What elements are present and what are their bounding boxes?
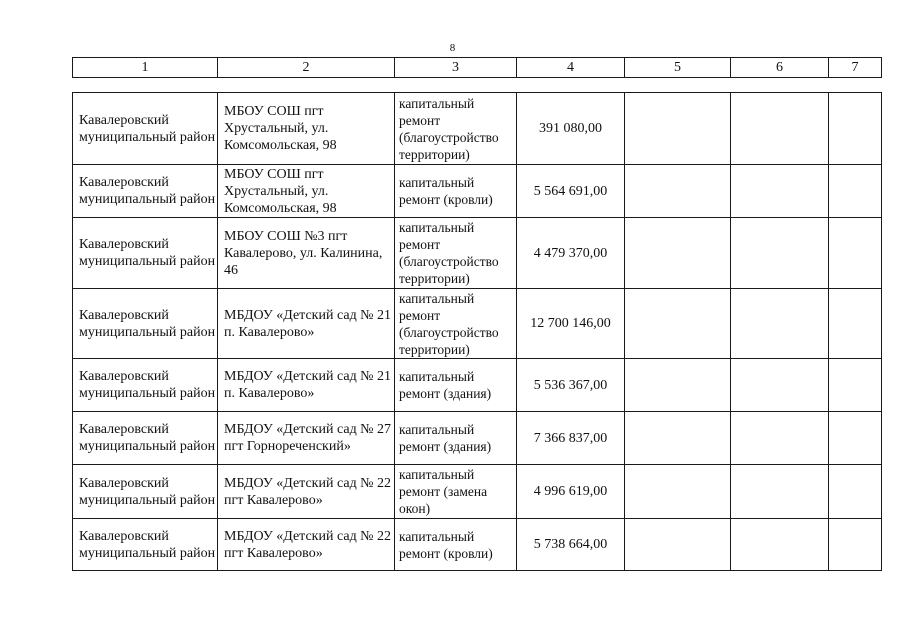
amount-cell: 4 479 370,00 [517,218,625,289]
header-cell-5: 5 [625,58,731,78]
col6-cell [731,519,829,571]
municipality-cell: Кавалеровский муниципальный район [73,412,218,465]
municipality-cell: Кавалеровский муниципальный район [73,165,218,218]
table-row [73,218,882,289]
amount-cell: 12 700 146,00 [517,289,625,359]
header-cell-6: 6 [731,58,829,78]
col6-cell [731,165,829,218]
institution-cell: МБОУ СОШ №3 пгт Кавалерово, ул. Калинина, 46 [218,218,395,289]
table-row [73,289,882,359]
table-row [73,412,882,465]
col5-cell [625,412,731,465]
work-type-cell: капитальный ремонт (благоустройство территории) [395,289,517,359]
col6-cell [731,412,829,465]
col5-cell [625,165,731,218]
col5-cell [625,519,731,571]
table-row [73,165,882,218]
institution-cell: МБОУ СОШ пгт Хрустальный, ул. Комсомольская, 98 [218,93,395,165]
institution-cell: МБДОУ «Детский сад № 21 п. Кавалерово» [218,359,395,412]
work-type-cell: капитальный ремонт (замена окон) [395,465,517,519]
col6-cell [731,359,829,412]
col5-cell [625,93,731,165]
data-table [72,92,882,571]
work-type-cell: капитальный ремонт (здания) [395,412,517,465]
header-cell-1: 1 [73,58,218,78]
amount-cell: 5 738 664,00 [517,519,625,571]
col5-cell [625,465,731,519]
col5-cell [625,289,731,359]
page-number: 8 [449,42,456,54]
column-number-header [72,57,882,78]
col7-cell [829,289,882,359]
amount-cell: 391 080,00 [517,93,625,165]
table-row [73,93,882,165]
amount-cell: 5 564 691,00 [517,165,625,218]
work-type-cell: капитальный ремонт (кровли) [395,165,517,218]
col7-cell [829,165,882,218]
col6-cell [731,289,829,359]
col6-cell [731,465,829,519]
col7-cell [829,218,882,289]
header-cell-4: 4 [517,58,625,78]
col5-cell [625,359,731,412]
municipality-cell: Кавалеровский муниципальный район [73,465,218,519]
col7-cell [829,93,882,165]
col7-cell [829,519,882,571]
municipality-cell: Кавалеровский муниципальный район [73,359,218,412]
col5-cell [625,218,731,289]
work-type-cell: капитальный ремонт (благоустройство территории) [395,93,517,165]
col6-cell [731,218,829,289]
header-cell-3: 3 [395,58,517,78]
header-cell-7: 7 [829,58,882,78]
institution-cell: МБОУ СОШ пгт Хрустальный, ул. Комсомольская, 98 [218,165,395,218]
municipality-cell: Кавалеровский муниципальный район [73,218,218,289]
institution-cell: МБДОУ «Детский сад № 22 пгт Кавалерово» [218,465,395,519]
institution-cell: МБДОУ «Детский сад № 22 пгт Кавалерово» [218,519,395,571]
col6-cell [731,93,829,165]
amount-cell: 5 536 367,00 [517,359,625,412]
amount-cell: 4 996 619,00 [517,465,625,519]
table-row [73,465,882,519]
table-row [73,359,882,412]
col7-cell [829,359,882,412]
work-type-cell: капитальный ремонт (благоустройство территории) [395,218,517,289]
municipality-cell: Кавалеровский муниципальный район [73,93,218,165]
header-cell-2: 2 [218,58,395,78]
table-row [73,519,882,571]
institution-cell: МБДОУ «Детский сад № 27 пгт Горнореченский» [218,412,395,465]
institution-cell: МБДОУ «Детский сад № 21 п. Кавалерово» [218,289,395,359]
municipality-cell: Кавалеровский муниципальный район [73,289,218,359]
work-type-cell: капитальный ремонт (кровли) [395,519,517,571]
municipality-cell: Кавалеровский муниципальный район [73,519,218,571]
amount-cell: 7 366 837,00 [517,412,625,465]
work-type-cell: капитальный ремонт (здания) [395,359,517,412]
header-row [73,58,882,78]
col7-cell [829,465,882,519]
col7-cell [829,412,882,465]
